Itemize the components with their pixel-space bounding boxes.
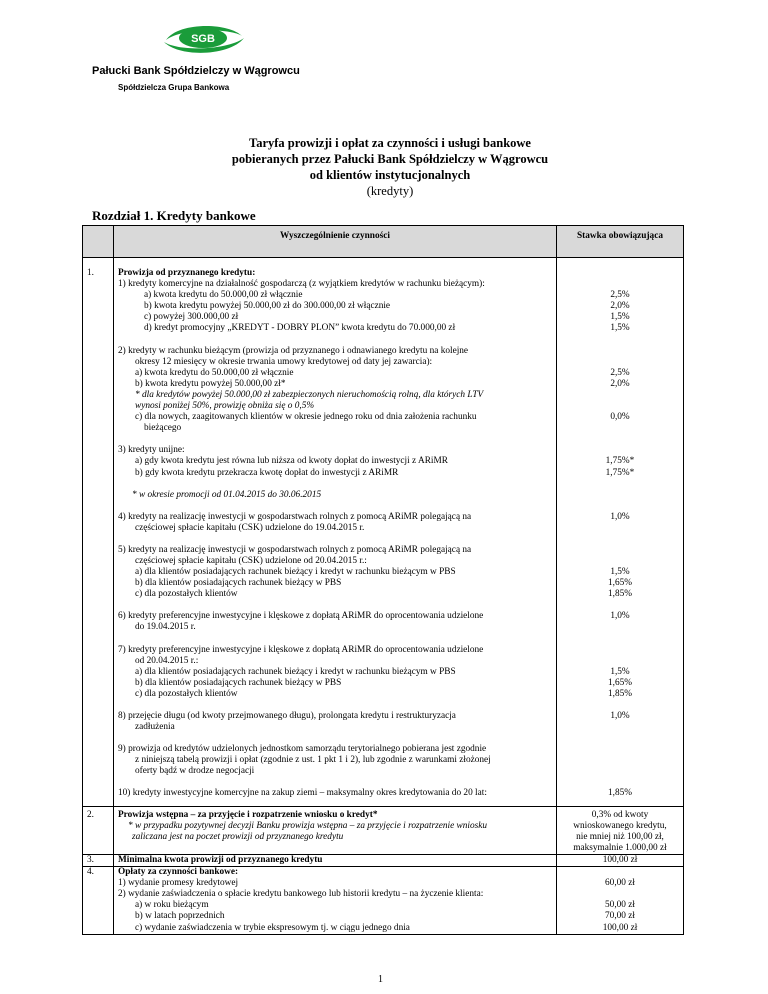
- list-item: a) kwota kredytu do 50.000,00 zł włącznie: [135, 367, 294, 378]
- list-item: c) powyżej 300.000,00 zł: [144, 312, 239, 323]
- rate-value: 1,65%: [607, 677, 632, 688]
- bank-name: Pałucki Bank Spółdzielczy w Wągrowcu: [92, 65, 300, 77]
- row-description: [114, 806, 557, 854]
- list-item: a) w roku bieżącym: [135, 900, 209, 911]
- list-item: 3) kredyty unijne:: [118, 445, 185, 456]
- rate-value: 1,75%*: [605, 456, 635, 467]
- rate-value: 2,5%: [610, 290, 630, 301]
- rate-value: 60,00 zł: [605, 878, 635, 889]
- list-item: do 19.04.2015 r.: [135, 622, 196, 633]
- rate-value: 1,0%: [610, 711, 630, 721]
- list-item: b) dla klientów posiadających rachunek bieżący w PBS: [135, 677, 342, 688]
- title-line-3: od klientów instytucjonalnych: [309, 168, 471, 182]
- row-title: Prowizja od przyznanego kredytu:: [118, 268, 256, 278]
- title-line-4: (kredyty): [366, 184, 414, 198]
- list-note: * w okresie promocji od 01.04.2015 do 30.06.2015: [132, 489, 322, 500]
- list-item: bieżącego: [144, 423, 182, 434]
- rate-value: 1,65%: [607, 578, 632, 589]
- list-item: częściowej spłacie kapitału (CSK) udzielone do 19.04.2015 r.: [135, 522, 365, 533]
- list-item: b) gdy kwota kredytu przekracza kwotę dopłat do inwestycji z ARiMR: [135, 467, 399, 478]
- row-number: 4.: [83, 867, 114, 935]
- rate-value: 1,5%: [610, 323, 630, 334]
- row-description: [114, 258, 557, 807]
- row-rate: [557, 854, 684, 866]
- list-item: a) dla klientów posiadających rachunek bieżący i kredyt w rachunku bieżącym w PBS: [135, 567, 456, 578]
- list-item: a) kwota kredytu do 50.000,00 zł włącznie: [144, 290, 303, 301]
- rate-value: 50,00 zł: [605, 900, 635, 911]
- row-rate: [557, 258, 684, 807]
- list-item: c) dla pozostałych klientów: [135, 688, 238, 699]
- title-line-2: pobieranych przez Pałucki Bank Spółdzielczy w Wągrowcu: [231, 152, 549, 166]
- list-item: 5) kredyty na realizację inwestycji w gospodarstwach rolnych z pomocą ARiMR polegającą na: [118, 544, 472, 555]
- list-item: b) dla klientów posiadających rachunek bieżący w PBS: [135, 578, 342, 589]
- list-item: 1) wydanie promesy kredytowej: [118, 878, 239, 889]
- header-number-cell: [83, 226, 114, 258]
- bank-group-name: Spółdzielcza Grupa Bankowa: [118, 83, 230, 92]
- row-number: 3.: [83, 854, 114, 866]
- list-item: 8) przejęcie długu (od kwoty przejmowanego długu), prolongata kredytu i restrukturyzacja: [118, 711, 456, 721]
- table-header-row: [83, 226, 684, 258]
- list-item: 10) kredyty inwestycyjne komercyjne na zakup ziemi – maksymalny okres kredytowania do 20 lat:: [118, 788, 487, 799]
- rate-value: 2,5%: [610, 367, 630, 378]
- rate-value: 1,0%: [610, 511, 630, 522]
- rate-value: 0,3% od kwoty: [591, 809, 649, 820]
- rate-value: 2,0%: [610, 301, 630, 312]
- rate-value: 1,0%: [610, 611, 630, 622]
- list-item: oferty bądź w drodze negocjacji: [135, 766, 255, 777]
- list-item: zadłużenia: [135, 722, 175, 733]
- list-item: c) wydanie zaświadczenia w trybie ekspresowym tj. w ciągu jednego dnia: [135, 922, 410, 933]
- table-row: [83, 806, 684, 854]
- list-item: a) dla klientów posiadających rachunek bieżący i kredyt w rachunku bieżącym w PBS: [135, 666, 456, 677]
- list-item: b) w latach poprzednich: [135, 911, 225, 922]
- row-title: Prowizja wstępna – za przyjęcie i rozpatrzenie wniosku o kredyt*: [118, 809, 378, 820]
- table-row: [83, 867, 684, 935]
- table-row: [83, 258, 684, 807]
- row-rate: [557, 867, 684, 935]
- rate-value: 1,85%: [607, 788, 632, 799]
- list-item: z niniejszą tabelą prowizji i opłat (zgodnie z ust. 1 pkt 1 i 2), lub zgodnie z warunkami złożonej: [135, 755, 491, 766]
- list-item: od 20.04.2015 r.:: [135, 655, 199, 666]
- row-title: Opłaty za czynności bankowe:: [118, 867, 239, 878]
- list-item: 4) kredyty na realizację inwestycji w gospodarstwach rolnych z pomocą ARiMR polegającą na: [118, 511, 472, 522]
- row-title: Minimalna kwota prowizji od przyznanego kredytu: [118, 854, 323, 865]
- list-item: okresy 12 miesięcy w okresie trwania umowy kredytowej od daty jej zawarcia):: [135, 356, 433, 367]
- rate-value: maksymalnie 1.000,00 zł: [573, 842, 667, 853]
- title-line-1: Taryfa prowizji i opłat za czynności i usługi bankowe: [249, 136, 531, 150]
- rate-value: 1,5%: [610, 666, 630, 677]
- row-description: [114, 867, 557, 935]
- list-note: zaliczana jest na poczet prowizji od przyznanego kredytu: [132, 831, 344, 842]
- list-item: 2) wydanie zaświadczenia o spłacie kredytu bankowego lub historii kredytu – na życzenie klienta:: [118, 889, 484, 900]
- rate-value: 70,00 zł: [605, 911, 635, 922]
- page-number: 1: [378, 974, 383, 985]
- list-item: 6) kredyty preferencyjne inwestycyjne i klęskowe z dopłatą ARiMR do oprocentowania udzielone: [118, 611, 484, 622]
- rate-value: 100,00 zł: [602, 854, 638, 865]
- row-description: [114, 854, 557, 866]
- list-item: a) gdy kwota kredytu jest równa lub niższa od kwoty dopłat do inwestycji z ARiMR: [135, 456, 448, 467]
- list-note: * dla kredytów powyżej 50.000,00 zł zabezpieczonych nieruchomością rolną, dla których LTV: [135, 389, 484, 400]
- list-note: wynosi poniżej 50%, prowizję obniża się o 0,5%: [135, 401, 315, 412]
- list-item: c) dla nowych, zaagitowanych klientów w okresie jednego roku od dnia założenia rachunku: [135, 412, 477, 423]
- list-item: c) dla pozostałych klientów: [135, 589, 238, 600]
- list-item: częściowej spłacie kapitału (CSK) udzielone od 20.04.2015 r.:: [135, 555, 367, 566]
- rate-value: 1,85%: [607, 589, 632, 600]
- table-row: [83, 854, 684, 866]
- list-item: 9) prowizja od kredytów udzielonych jednostkom samorządu terytorialnego pobierana jest zgodnie: [118, 744, 487, 755]
- rate-value: 1,85%: [607, 688, 632, 699]
- header-rate: Stawka obowiązująca: [557, 226, 684, 258]
- fee-table: [82, 225, 684, 935]
- rate-value: 0,0%: [610, 412, 630, 423]
- rate-value: 1,75%*: [605, 467, 635, 478]
- list-item: d) kredyt promocyjny „KREDYT - DOBRY PLON” kwota kredytu do 70.000,00 zł: [144, 323, 456, 334]
- list-item: b) kwota kredytu powyżej 50.000,00 zł do 300.000,00 zł włącznie: [144, 301, 391, 312]
- logo-text: SGB: [191, 33, 215, 45]
- list-note: * w przypadku pozytywnej decyzji Banku prowizja wstępna – za przyjęcie i rozpatrzenie wniosku: [128, 820, 488, 831]
- row-number: 2.: [83, 806, 114, 854]
- list-item: b) kwota kredytu powyżej 50.000,00 zł*: [135, 378, 286, 389]
- rate-value: wnioskowanego kredytu,: [573, 820, 667, 831]
- rate-value: 100,00 zł: [602, 922, 638, 933]
- row-rate: [557, 806, 684, 854]
- rate-value: 1,5%: [610, 312, 630, 323]
- document-title: [180, 135, 600, 199]
- row-number: 1.: [83, 258, 114, 807]
- rate-value: nie mniej niż 100,00 zł,: [576, 831, 664, 842]
- rate-value: 1,5%: [610, 567, 630, 578]
- sgb-logo: [158, 18, 248, 58]
- list-item: 1) kredyty komercyjne na działalność gospodarczą (z wyjątkiem kredytów w rachunku bieżącym):: [118, 279, 485, 290]
- list-item: 2) kredyty w rachunku bieżącym (prowizja od przyznanego i odnawianego kredytu na kolejne: [118, 345, 469, 356]
- rate-value: 2,0%: [610, 378, 630, 389]
- chapter-heading: Rozdział 1. Kredyty bankowe: [92, 208, 256, 223]
- header-description: Wyszczególnienie czynności: [114, 226, 557, 258]
- list-item: 7) kredyty preferencyjne inwestycyjne i klęskowe z dopłatą ARiMR do oprocentowania udzielone: [118, 644, 484, 655]
